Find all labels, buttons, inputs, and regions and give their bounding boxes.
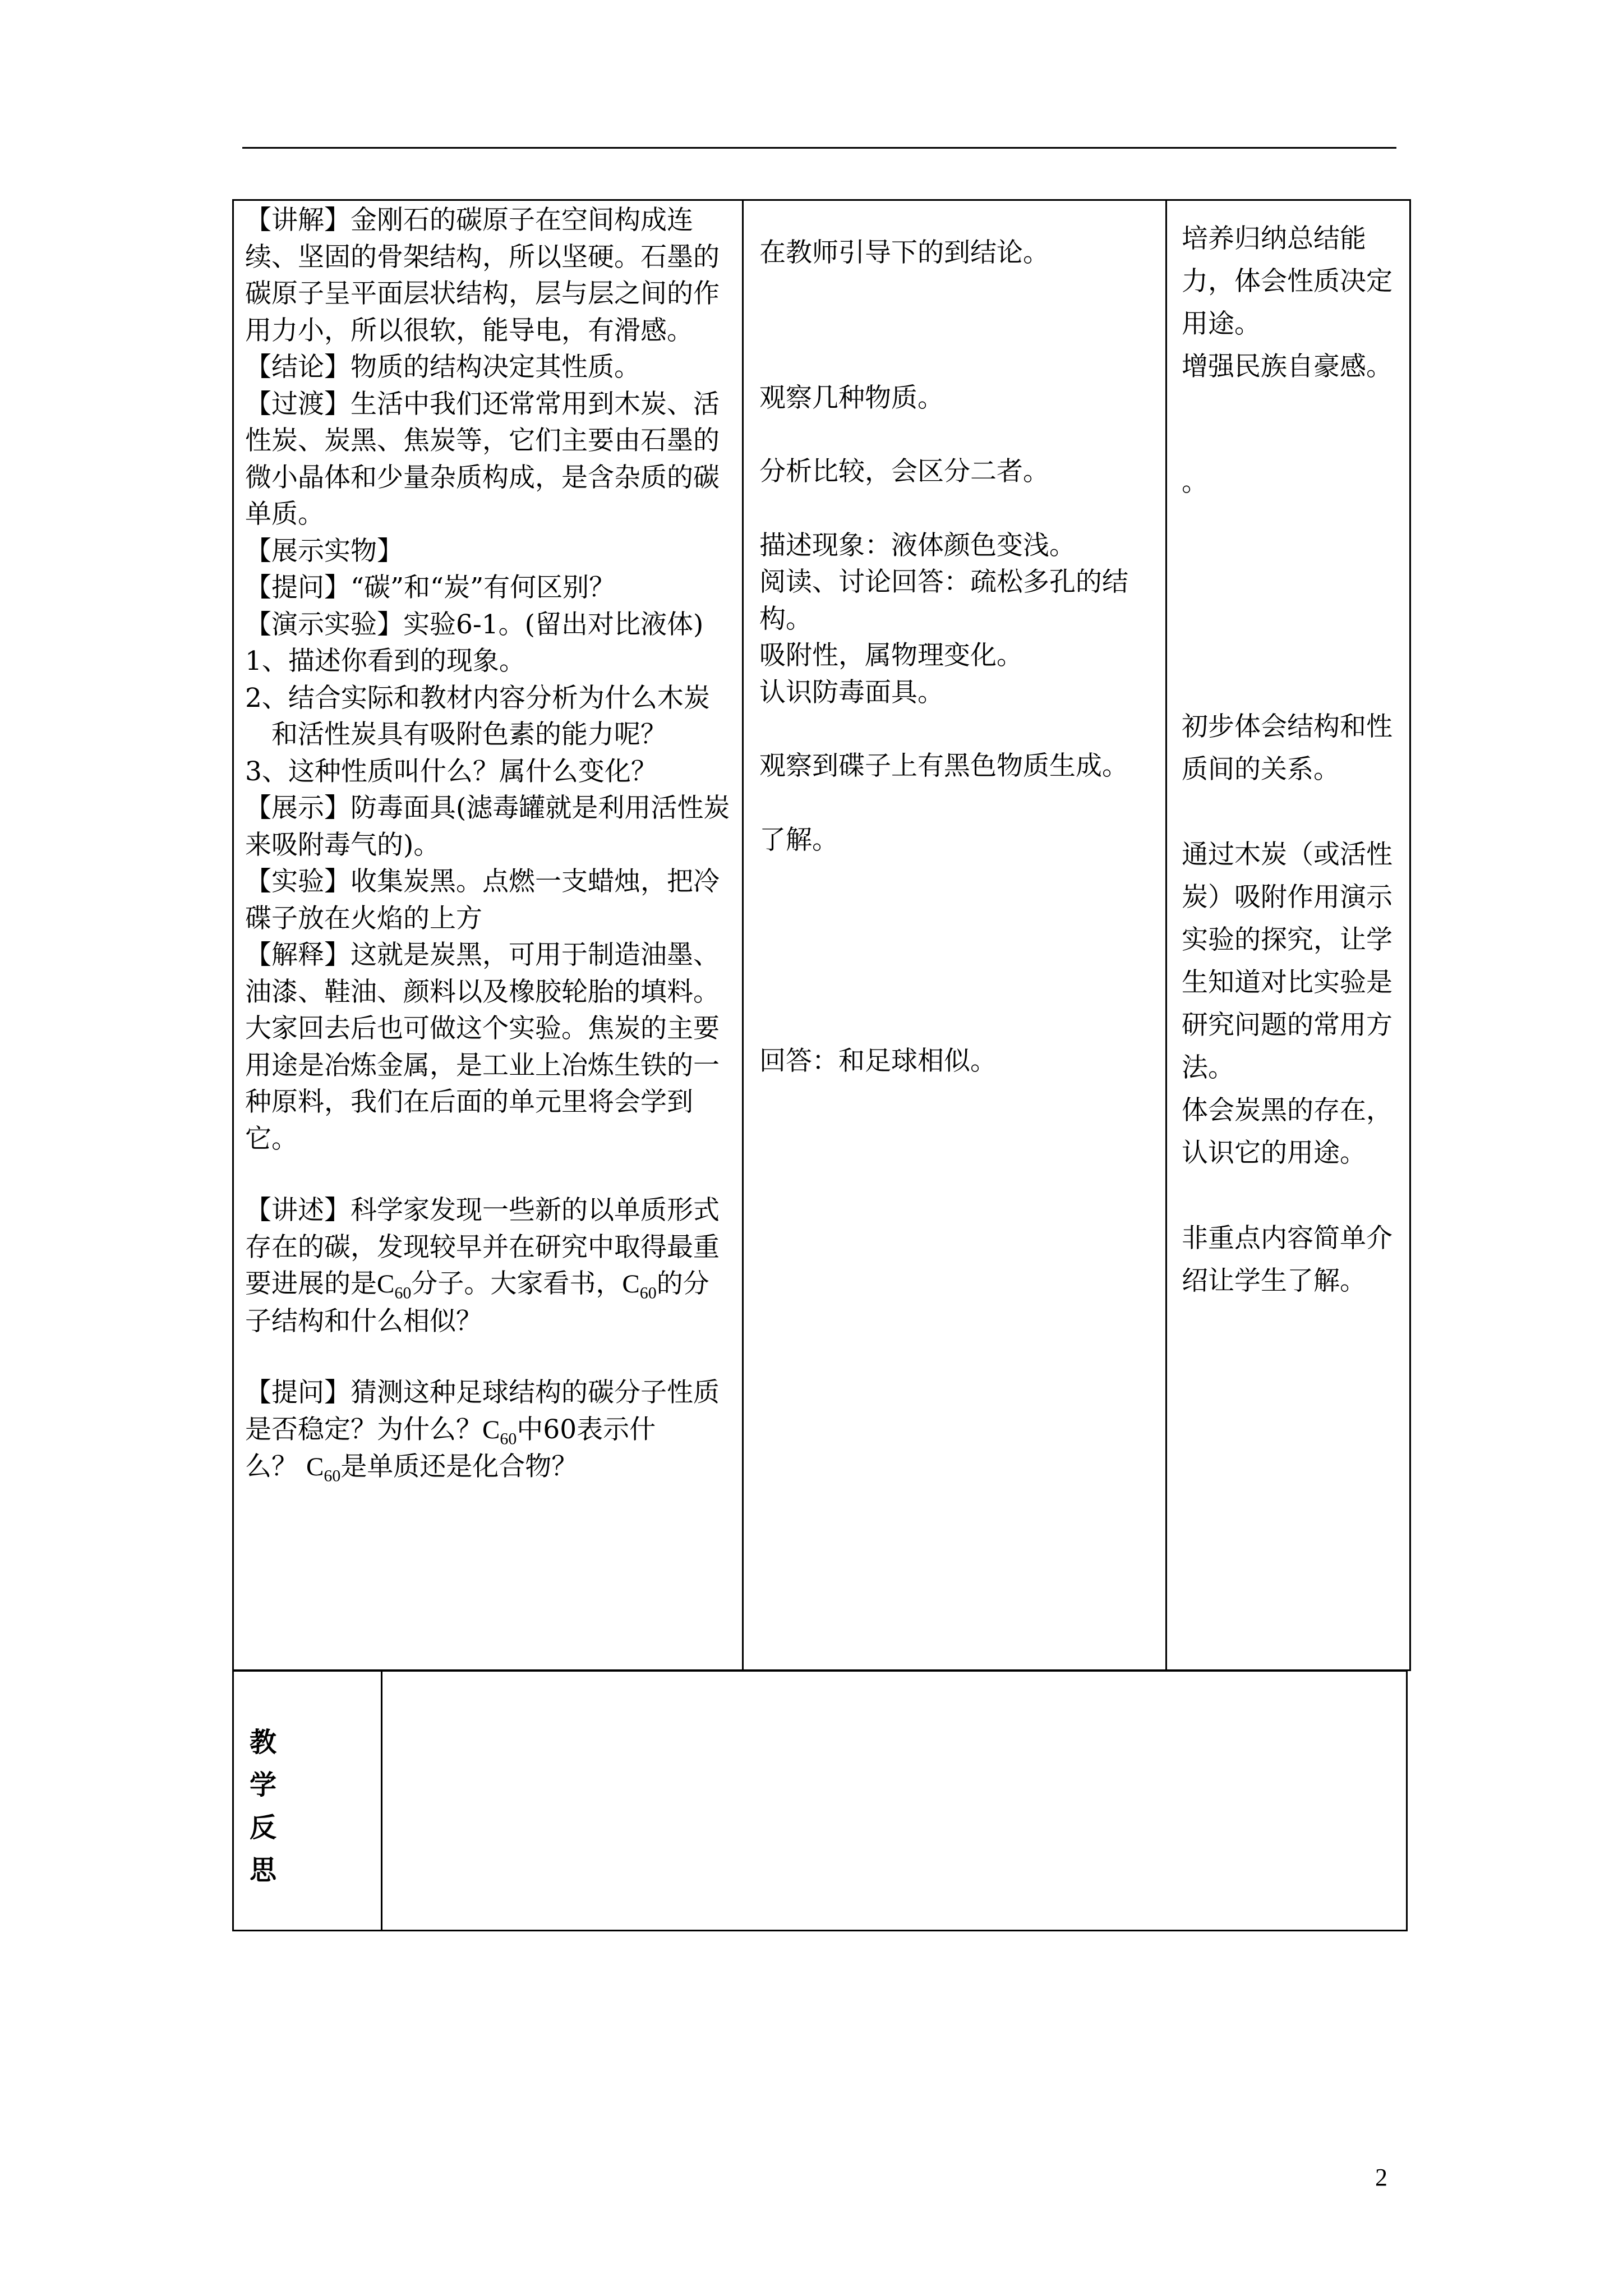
lesson-table: [232, 199, 1411, 1671]
c60-formula: $C_{60}$: [306, 1452, 341, 1485]
student-answer: 阅读、讨论回答：疏松多孔的结构。: [759, 567, 1128, 634]
design-intent: 体会炭黑的存在，认识它的用途。: [1182, 1095, 1393, 1168]
student-answer: 观察到碟子上有黑色物质生成。: [759, 751, 1128, 781]
page-number: 2: [1375, 2164, 1387, 2191]
student-answer: 观察几种物质。: [759, 382, 944, 413]
reflection-label-char: 反: [250, 1812, 277, 1843]
conclusion-paragraph: 【结论】物质的结构决定其性质。: [245, 352, 640, 383]
reflection-label-char: 学: [250, 1769, 277, 1801]
reflection-table: [232, 1670, 1408, 1931]
student-answer: 认识防毒面具。: [759, 677, 944, 708]
explanation-paragraph: 【讲解】金刚石的碳原子在空间构成连续、坚固的骨架结构，所以坚硬。石墨的碳原子呈平面层状结构，层与层之间的作用力小，所以很软，能导电，有滑感。: [245, 205, 720, 346]
lesson-row: [233, 200, 1410, 1671]
student-answer: 描述现象：液体颜色变浅。: [759, 530, 1076, 561]
teacher-activity-cell: [233, 200, 743, 1671]
reflection-label-char: 思: [250, 1855, 277, 1886]
step-3: 3、这种性质叫什么？属什么变化？: [245, 756, 657, 787]
transition-paragraph: 【过渡】生活中我们还常常用到木炭、活性炭、炭黑、焦炭等，它们主要由石墨的微小晶体和少量杂质构成，是含杂质的碳单质。: [245, 388, 720, 530]
design-intent: 培养归纳总结能力，体会性质决定用途。: [1182, 223, 1393, 339]
design-intent: 非重点内容简单介绍让学生了解。: [1182, 1223, 1393, 1296]
interpretation-paragraph: 【解释】这就是炭黑，可用于制造油墨、油漆、鞋油、颜料以及橡胶轮胎的填料。大家回去后也可做这个实验。焦炭的主要用途是冶炼金属，是工业上冶炼生铁的一种原料，我们在后面的单元里将会学到它。: [245, 940, 720, 1154]
design-intent: 。: [1182, 467, 1208, 498]
student-answer: 分析比较，会区分二者。: [759, 456, 1049, 487]
student-answer: 吸附性，属物理变化。: [759, 640, 1023, 671]
c60-formula: $C_{60}$: [377, 1269, 412, 1303]
design-intent: 增强民族自豪感。: [1182, 351, 1393, 382]
reflection-row: [233, 1671, 1407, 1931]
reflection-content-cell: [382, 1671, 1407, 1931]
step-2: 2、结合实际和教材内容分析为什么木炭和活性炭具有吸附色素的能力呢？: [245, 682, 710, 750]
show-objects-paragraph: 【展示实物】: [245, 535, 403, 567]
demo-experiment-paragraph: 【演示实验】实验6-1。(留出对比液体): [245, 609, 704, 640]
c60-formula: $C_{60}$: [482, 1415, 517, 1448]
student-answer: 回答：和足球相似。: [759, 1046, 997, 1076]
step-1: 1、描述你看到的现象。: [245, 646, 525, 677]
display-paragraph: 【展示】防毒面具(滤毒罐就是利用活性炭来吸附毒气的)。: [245, 793, 730, 861]
student-activity-cell: [743, 200, 1166, 1671]
student-answer: 了解。: [759, 824, 838, 855]
design-intent-cell: [1166, 200, 1410, 1671]
reflection-label-char: 教: [250, 1727, 277, 1758]
narration-paragraph: 【讲述】科学家发现一些新的以单质形式存在的碳，发现较早并在研究中取得最重要进展的是$C_{60}$分子。大家看书，$C_{60}$的分子结构和什么相似？: [245, 1195, 720, 1337]
student-answer: 在教师引导下的到结论。: [759, 237, 1049, 268]
header-rule: [242, 147, 1396, 149]
design-intent: 初步体会结构和性质间的关系。: [1182, 711, 1393, 785]
question-paragraph: 【提问】“碳”和“炭”有何区别？: [245, 572, 616, 603]
question-c60-paragraph: 【提问】猜测这种足球结构的碳分子性质是否稳定？为什么？$C_{60}$中60表示什么？ $C_{60}$是单质还是化合物？: [245, 1377, 720, 1485]
experiment-paragraph: 【实验】收集炭黑。点燃一支蜡烛，把冷碟子放在火焰的上方: [245, 866, 720, 934]
reflection-label-cell: [233, 1671, 382, 1931]
design-intent: 通过木炭（或活性炭）吸附作用演示实验的探究，让学生知道对比实验是研究问题的常用方法。: [1182, 839, 1393, 1083]
c60-formula: $C_{60}$: [622, 1269, 657, 1303]
